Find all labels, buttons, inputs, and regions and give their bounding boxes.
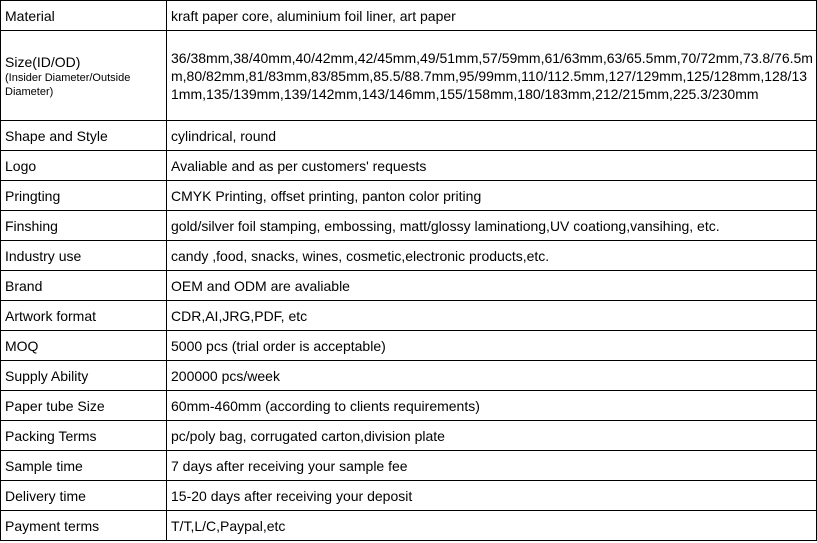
spec-value: T/T,L/C,Paypal,etc [167,511,817,541]
spec-value: kraft paper core, aluminium foil liner, art paper [167,1,817,31]
spec-row-industry-use [1,241,817,271]
spec-value: 36/38mm,38/40mm,40/42mm,42/45mm,49/51mm,57/59mm,61/63mm,63/65.5mm,70/72mm,73.8/76.5mm,80/82mm,81/83mm,83/85mm,85.5/88.7mm,95/99mm,110/112.5mm,127/129mm,125/128mm,128/131mm,135/139mm,139/142mm,143/146mm,155/158mm,180/183mm,212/215mm,225.3/230mm [167,31,817,121]
spec-row-sample-time [1,451,817,481]
spec-row-artwork-format [1,301,817,331]
spec-row-printing [1,181,817,211]
spec-row-supply-ability [1,361,817,391]
spec-label: Finshing [1,211,167,241]
spec-value: 15-20 days after receiving your deposit [167,481,817,511]
spec-label: Logo [1,151,167,181]
spec-label: Industry use [1,241,167,271]
spec-label: Artwork format [1,301,167,331]
spec-value: pc/poly bag, corrugated carton,division plate [167,421,817,451]
spec-label: Supply Ability [1,361,167,391]
spec-label: Payment terms [1,511,167,541]
spec-value: OEM and ODM are avaliable [167,271,817,301]
spec-label: Sample time [1,451,167,481]
spec-value: 60mm-460mm (according to clients requirements) [167,391,817,421]
spec-row-delivery-time [1,481,817,511]
spec-sublabel: (Insider Diameter/Outside Diameter) [5,71,131,98]
spec-row-logo [1,151,817,181]
spec-value: gold/silver foil stamping, embossing, matt/glossy laminationg,UV coationg,vansihing, etc. [167,211,817,241]
spec-label: Shape and Style [1,121,167,151]
spec-row-moq [1,331,817,361]
spec-value: 7 days after receiving your sample fee [167,451,817,481]
spec-value: CDR,AI,JRG,PDF, etc [167,301,817,331]
spec-row-finishing [1,211,817,241]
spec-label: MOQ [1,331,167,361]
spec-label: Material [1,1,167,31]
spec-row-paper-tube-size [1,391,817,421]
spec-row-packing-terms [1,421,817,451]
spec-row-shape [1,121,817,151]
spec-label: Size(ID/OD) [5,53,81,70]
spec-value: 5000 pcs (trial order is acceptable) [167,331,817,361]
spec-value: 200000 pcs/week [167,361,817,391]
spec-label: Delivery time [1,481,167,511]
spec-value: Avaliable and as per customers' requests [167,151,817,181]
spec-value: cylindrical, round [167,121,817,151]
spec-value: candy ,food, snacks, wines, cosmetic,electronic products,etc. [167,241,817,271]
spec-label: Pringting [1,181,167,211]
spec-row-payment-terms [1,511,817,541]
spec-row-material [1,1,817,31]
spec-label: Paper tube Size [1,391,167,421]
spec-label: Packing Terms [1,421,167,451]
spec-row-size [1,31,817,121]
spec-row-brand [1,271,817,301]
spec-value: CMYK Printing, offset printing, panton color priting [167,181,817,211]
spec-label-cell [1,31,167,121]
spec-label: Brand [1,271,167,301]
